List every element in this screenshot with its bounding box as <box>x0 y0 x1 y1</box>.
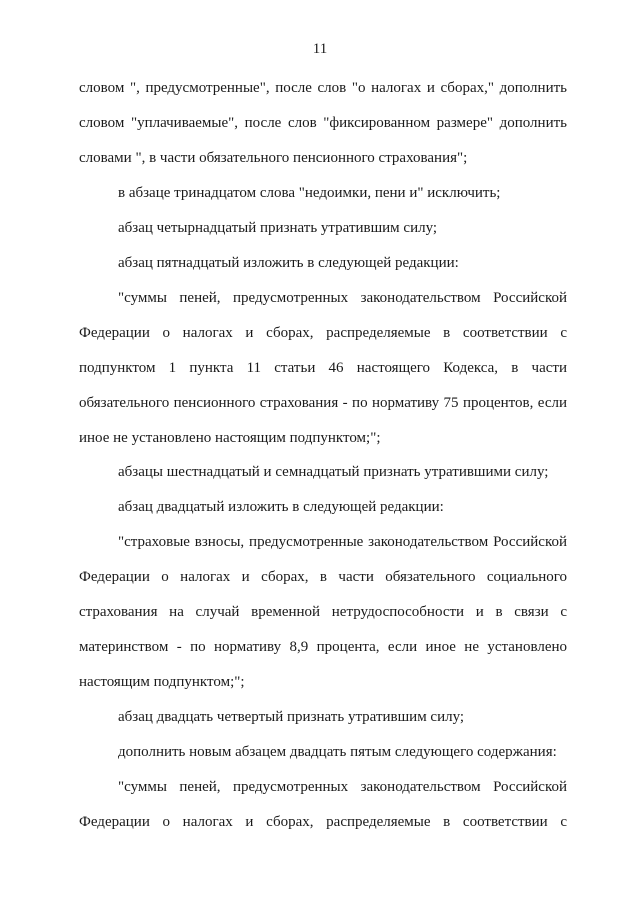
text-line: абзацы шестнадцатый и семнадцатый признать утратившими силу; <box>118 464 549 481</box>
text-line: страхования на случай временной нетрудоспособности и в связи с <box>79 604 567 621</box>
text-line: в абзаце тринадцатом слова "недоимки, пени и" исключить; <box>118 184 501 201</box>
text-line: Федерации о налогах и сборах, распределяемые в соответствии с <box>79 813 567 830</box>
text-line: иное не установлено настоящим подпунктом;"; <box>79 429 381 446</box>
text-line: словами ", в части обязательного пенсионного страхования"; <box>79 149 468 166</box>
text-line: абзац четырнадцатый признать утратившим силу; <box>118 219 438 236</box>
text-line: словом "уплачиваемые", после слов "фиксированном размере" дополнить <box>79 114 567 131</box>
text-line: словом ", предусмотренные", после слов "о налогах и сборах," дополнить <box>79 80 567 96</box>
text-line: абзац двадцатый изложить в следующей редакции: <box>118 499 444 516</box>
text-line: абзац пятнадцатый изложить в следующей редакции: <box>118 254 459 271</box>
text-line: абзац двадцать четвертый признать утратившим силу; <box>118 709 465 726</box>
page-number: 11 <box>312 41 328 57</box>
text-line: "суммы пеней, предусмотренных законодательством Российской <box>118 779 567 795</box>
text-line: подпунктом 1 пункта 11 статьи 46 настоящего Кодекса, в части <box>79 359 567 376</box>
text-line: настоящим подпунктом;"; <box>79 674 245 691</box>
text-line: дополнить новым абзацем двадцать пятым следующего содержания: <box>118 744 557 761</box>
text-line: "суммы пеней, предусмотренных законодательством Российской <box>118 289 567 306</box>
text-line: обязательного пенсионного страхования - по нормативу 75 процентов, если <box>79 394 567 411</box>
text-line: "страховые взносы, предусмотренные законодательством Российской <box>118 534 567 551</box>
text-line: материнством - по нормативу 8,9 процента, если иное не установлено <box>79 639 567 656</box>
text-line: Федерации о налогах и сборах, распределяемые в соответствии с <box>79 324 567 341</box>
text-line: Федерации о налогах и сборах, в части обязательного социального <box>79 569 567 586</box>
